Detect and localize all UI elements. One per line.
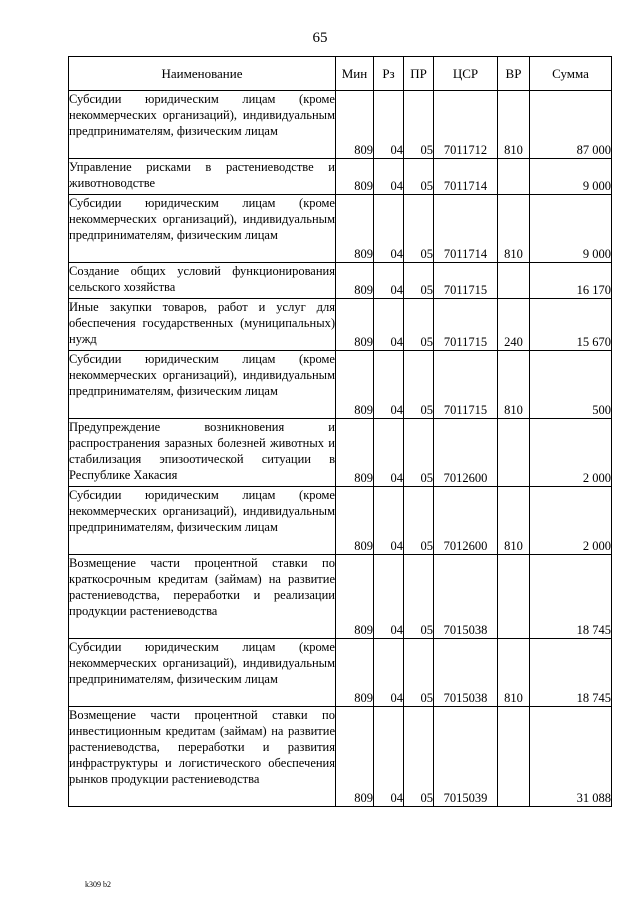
cell-csr: 7015038: [434, 639, 498, 707]
cell-csr: 7012600: [434, 419, 498, 487]
table-row: [69, 419, 612, 487]
cell-min: 809: [336, 195, 374, 263]
cell-vr: 810: [498, 351, 530, 419]
cell-rz: 04: [374, 419, 404, 487]
cell-csr: 7011714: [434, 195, 498, 263]
cell-min: 809: [336, 639, 374, 707]
cell-csr: 7012600: [434, 487, 498, 555]
cell-vr: [498, 159, 530, 195]
cell-sum: 9 000: [530, 159, 612, 195]
cell-min: 809: [336, 299, 374, 351]
table-row: [69, 639, 612, 707]
cell-pr: 05: [404, 639, 434, 707]
cell-pr: 05: [404, 299, 434, 351]
cell-pr: 05: [404, 555, 434, 639]
cell-sum: 9 000: [530, 195, 612, 263]
cell-sum: 15 670: [530, 299, 612, 351]
cell-name: Иные закупки товаров, работ и услуг для обеспечения государственных (муниципальных) нужд: [69, 299, 336, 351]
cell-vr: 810: [498, 91, 530, 159]
cell-sum: 18 745: [530, 555, 612, 639]
cell-rz: 04: [374, 91, 404, 159]
cell-csr: 7011715: [434, 351, 498, 419]
cell-pr: 05: [404, 91, 434, 159]
cell-pr: 05: [404, 263, 434, 299]
cell-rz: 04: [374, 263, 404, 299]
cell-csr: 7011715: [434, 299, 498, 351]
table-header-row: [69, 57, 612, 91]
cell-min: 809: [336, 487, 374, 555]
cell-min: 809: [336, 555, 374, 639]
cell-vr: 810: [498, 487, 530, 555]
cell-csr: 7011715: [434, 263, 498, 299]
cell-name: Управление рисками в растениеводстве и животноводстве: [69, 159, 336, 195]
cell-name: Субсидии юридическим лицам (кроме некоммерческих организаций), индивидуальным предпринимателям, физическим лицам: [69, 195, 336, 263]
cell-vr: 810: [498, 639, 530, 707]
cell-pr: 05: [404, 487, 434, 555]
table-row: [69, 487, 612, 555]
header-rz: Рз: [374, 57, 404, 91]
cell-min: 809: [336, 419, 374, 487]
cell-min: 809: [336, 707, 374, 807]
budget-table: [68, 56, 612, 807]
table-row: [69, 159, 612, 195]
cell-rz: 04: [374, 159, 404, 195]
cell-vr: 810: [498, 195, 530, 263]
cell-csr: 7011712: [434, 91, 498, 159]
header-min: Мин: [336, 57, 374, 91]
cell-name: Предупреждение возникновения и распространения заразных болезней животных и стабилизация эпизоотической ситуации в Республике Хакасия: [69, 419, 336, 487]
table-row: [69, 707, 612, 807]
table-row: [69, 299, 612, 351]
header-sum: Сумма: [530, 57, 612, 91]
header-vr: ВР: [498, 57, 530, 91]
cell-vr: [498, 555, 530, 639]
cell-name: Создание общих условий функционирования сельского хозяйства: [69, 263, 336, 299]
cell-pr: 05: [404, 707, 434, 807]
cell-rz: 04: [374, 351, 404, 419]
cell-min: 809: [336, 159, 374, 195]
cell-vr: [498, 707, 530, 807]
header-pr: ПР: [404, 57, 434, 91]
cell-name: Субсидии юридическим лицам (кроме некоммерческих организаций), индивидуальным предпринимателям, физическим лицам: [69, 487, 336, 555]
cell-sum: 2 000: [530, 487, 612, 555]
cell-vr: [498, 419, 530, 487]
table-row: [69, 195, 612, 263]
cell-rz: 04: [374, 707, 404, 807]
cell-sum: 31 088: [530, 707, 612, 807]
cell-sum: 2 000: [530, 419, 612, 487]
cell-min: 809: [336, 351, 374, 419]
header-csr: ЦСР: [434, 57, 498, 91]
cell-pr: 05: [404, 195, 434, 263]
cell-sum: 18 745: [530, 639, 612, 707]
cell-rz: 04: [374, 195, 404, 263]
cell-rz: 04: [374, 487, 404, 555]
header-name: Наименование: [69, 57, 336, 91]
cell-min: 809: [336, 91, 374, 159]
cell-sum: 500: [530, 351, 612, 419]
cell-min: 809: [336, 263, 374, 299]
cell-sum: 87 000: [530, 91, 612, 159]
cell-rz: 04: [374, 555, 404, 639]
cell-rz: 04: [374, 639, 404, 707]
cell-name: Субсидии юридическим лицам (кроме некоммерческих организаций), индивидуальным предпринимателям, физическим лицам: [69, 639, 336, 707]
cell-sum: 16 170: [530, 263, 612, 299]
cell-name: Возмещение части процентной ставки по инвестиционным кредитам (займам) на развитие растениеводства, переработки и развития инфраструктуры и логистического обеспечения рынков продукции растениеводства: [69, 707, 336, 807]
cell-name: Субсидии юридическим лицам (кроме некоммерческих организаций), индивидуальным предпринимателям, физическим лицам: [69, 351, 336, 419]
cell-pr: 05: [404, 351, 434, 419]
cell-csr: 7015039: [434, 707, 498, 807]
cell-pr: 05: [404, 159, 434, 195]
cell-csr: 7011714: [434, 159, 498, 195]
table-row: [69, 555, 612, 639]
cell-pr: 05: [404, 419, 434, 487]
table-row: [69, 263, 612, 299]
cell-csr: 7015038: [434, 555, 498, 639]
cell-name: Возмещение части процентной ставки по краткосрочным кредитам (займам) на развитие растениеводства, переработки и реализации продукции растениеводства: [69, 555, 336, 639]
cell-vr: [498, 263, 530, 299]
cell-name: Субсидии юридическим лицам (кроме некоммерческих организаций), индивидуальным предпринимателям, физическим лицам: [69, 91, 336, 159]
table-row: [69, 351, 612, 419]
page-number: 65: [312, 30, 328, 46]
table-row: [69, 91, 612, 159]
cell-rz: 04: [374, 299, 404, 351]
cell-vr: 240: [498, 299, 530, 351]
footer-code: k309 b2: [85, 880, 111, 889]
